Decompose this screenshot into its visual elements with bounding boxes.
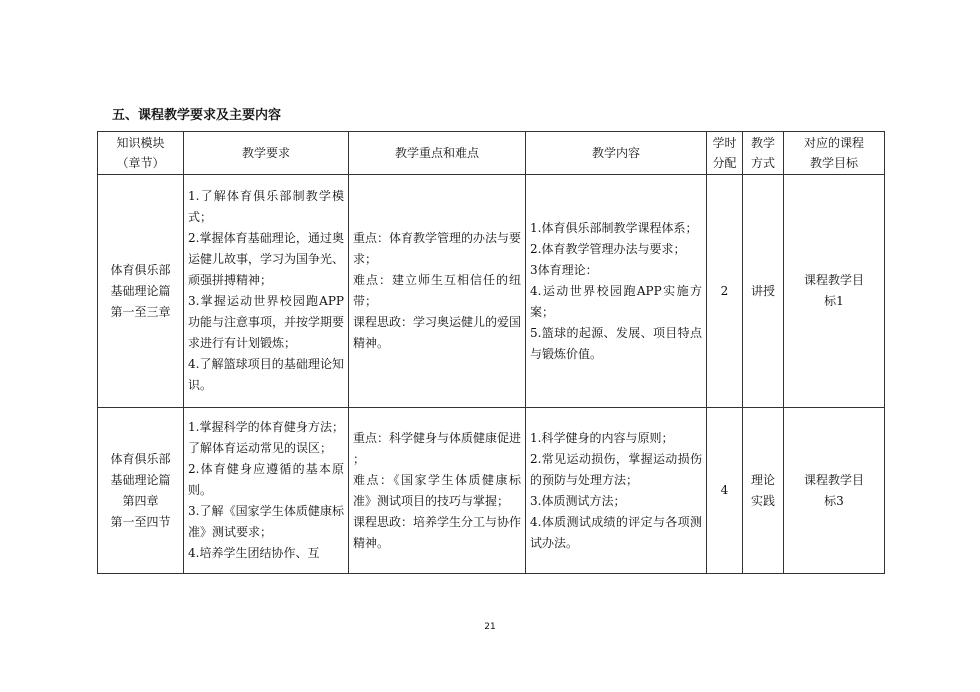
header-requirements: 教学要求 — [184, 132, 349, 175]
page-number: 21 — [484, 622, 496, 632]
section-title: 五、课程教学要求及主要内容 — [112, 108, 282, 123]
header-module: 知识模块 （章节） — [98, 132, 184, 175]
key-points-cell: 重点：科学健身与体质健康促进 ； 难点：《国家学生体质健康标准》测试项目的技巧与掌握； 课程思政：培养学生分工与协作精神。 — [349, 408, 526, 574]
course-content-table — [97, 131, 885, 574]
objectives-cell: 课程教学目 标1 — [784, 175, 885, 408]
requirements-cell: 1.了解体育俱乐部制教学模式； 2.掌握体育基础理论，通过奥运健儿故事，学习为国争光、顽强拼搏精神； 3.掌握运动世界校园跑APP功能与注意事项，并按学期要求进行有计划锻炼； 4.了解篮球项目的基础理论知识。 — [184, 175, 349, 408]
table-row — [98, 408, 885, 574]
requirements-cell: 1.掌握科学的体育健身方法；了解体育运动常见的误区； 2.体育健身应遵循的基本原则。 3.了解《国家学生体质健康标准》测试要求； 4.培养学生团结协作、互 — [184, 408, 349, 574]
method-cell: 理论 实践 — [743, 408, 784, 574]
header-key-points: 教学重点和难点 — [349, 132, 526, 175]
module-cell: 体育俱乐部 基础理论篇 第一至三章 — [98, 175, 184, 408]
method-cell: 讲授 — [743, 175, 784, 408]
key-points-cell: 重点：体育教学管理的办法与要求； 难点：建立师生互相信任的纽带； 课程思政：学习奥运健儿的爱国精神。 — [349, 175, 526, 408]
content-cell: 1.科学健身的内容与原则； 2.常见运动损伤，掌握运动损伤的预防与处理方法； 3.体质测试方法； 4.体质测试成绩的评定与各项测试办法。 — [526, 408, 707, 574]
content-cell: 1.体育俱乐部制教学课程体系； 2.体育教学管理办法与要求； 3体育理论： 4.运动世界校园跑APP实施方案； 5.篮球的起源、发展、项目特点与锻炼价值。 — [526, 175, 707, 408]
header-hours: 学时 分配 — [707, 132, 743, 175]
hours-cell: 4 — [707, 408, 743, 574]
table-row — [98, 175, 885, 408]
header-objectives: 对应的课程 教学目标 — [784, 132, 885, 175]
table-header-row — [98, 132, 885, 175]
header-method: 教学 方式 — [743, 132, 784, 175]
module-cell: 体育俱乐部 基础理论篇 第四章 第一至四节 — [98, 408, 184, 574]
header-content: 教学内容 — [526, 132, 707, 175]
hours-cell: 2 — [707, 175, 743, 408]
objectives-cell: 课程教学目 标3 — [784, 408, 885, 574]
